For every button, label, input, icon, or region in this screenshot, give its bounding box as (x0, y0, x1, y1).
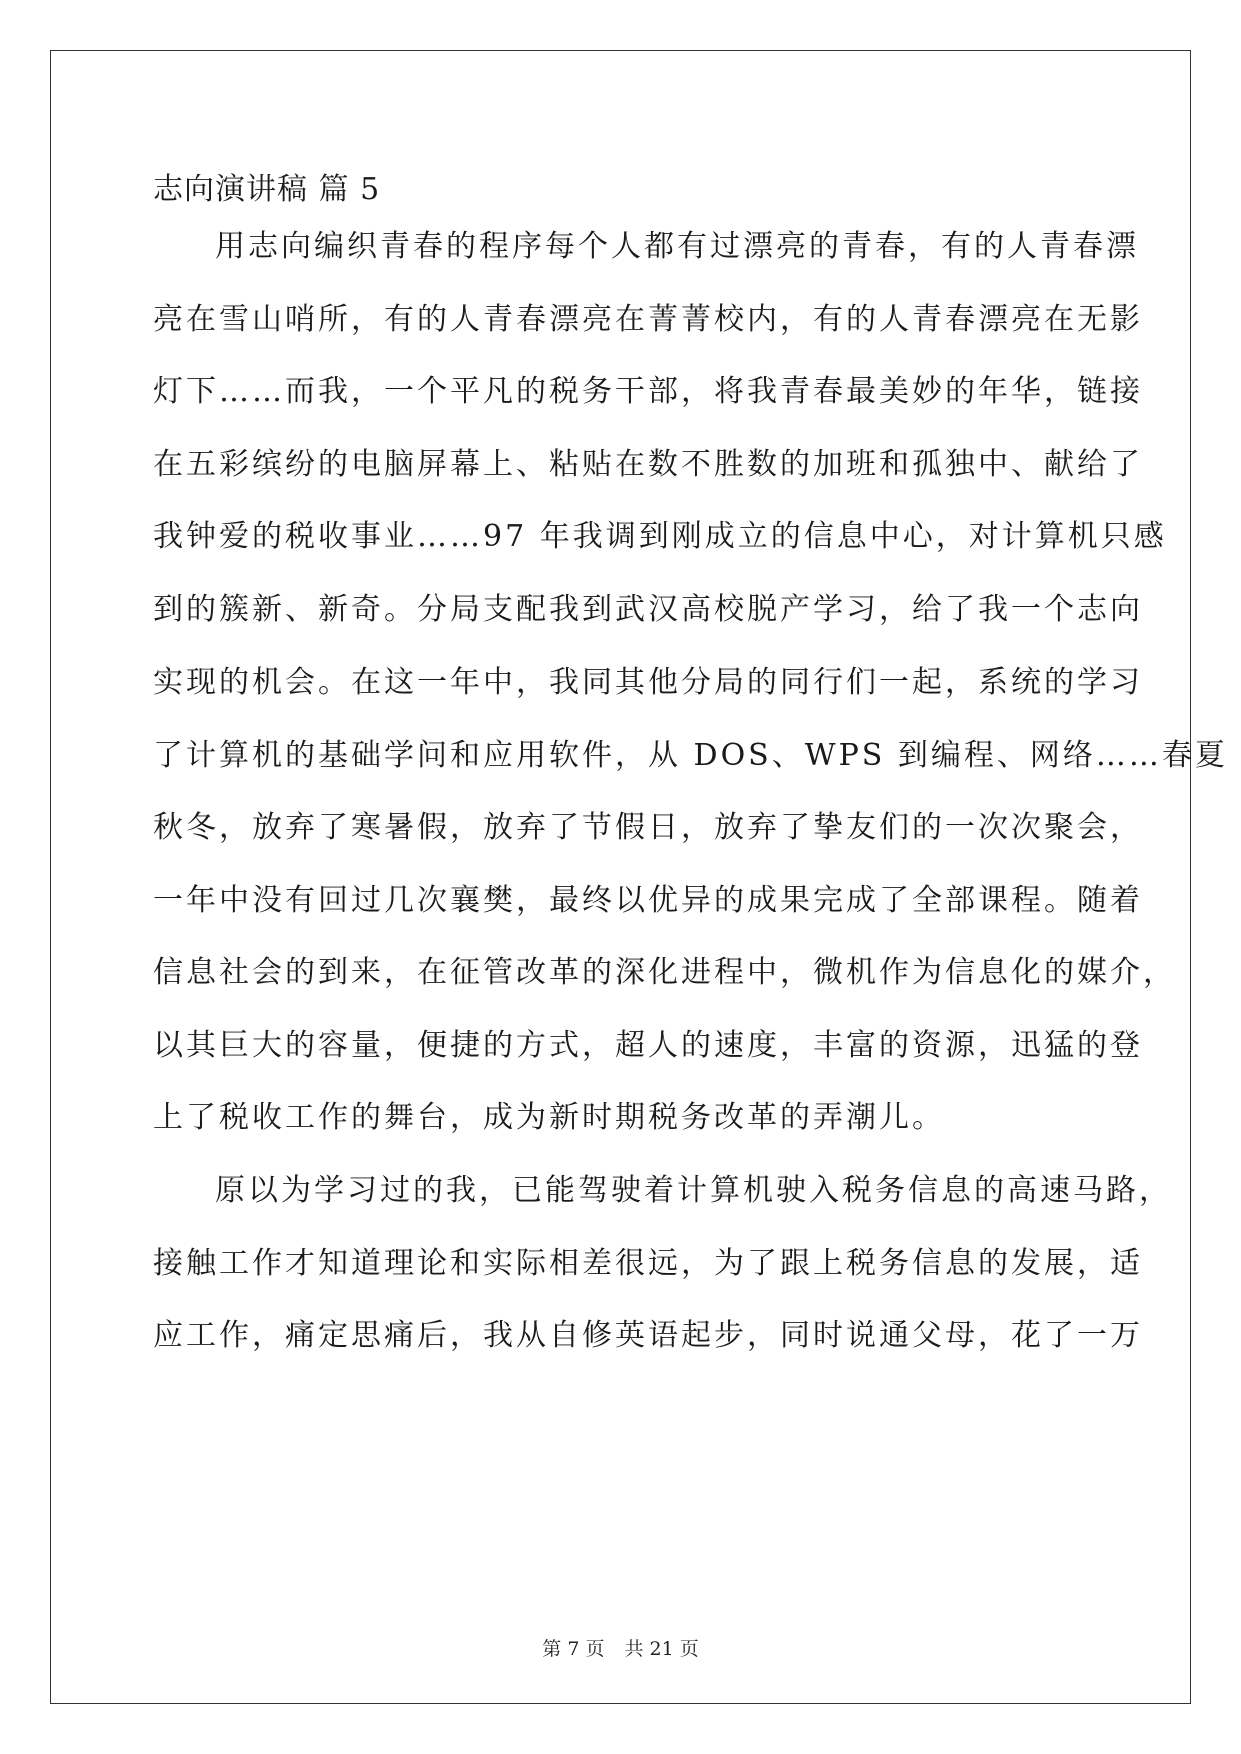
page-number: 第 7 页 (542, 1638, 605, 1660)
paragraph-1-line-10: 一年中没有回过几次襄樊，最终以优异的成果完成了全部课程。随着 (153, 883, 1143, 918)
paragraph-1-line-13: 上了税收工作的舞台，成为新时期税务改革的弄潮儿。 (153, 1100, 945, 1135)
paragraph-1-line-3: 灯下……而我，一个平凡的税务干部，将我青春最美妙的年华，链接 (153, 374, 1143, 409)
paragraph-1-line-6: 到的簇新、新奇。分局支配我到武汉高校脱产学习，给了我一个志向 (153, 592, 1143, 627)
document-title: 志向演讲稿 篇 5 (153, 172, 381, 207)
page-border (50, 50, 1191, 1704)
paragraph-2-line-2: 接触工作才知道理论和实际相差很远，为了跟上税务信息的发展，适 (153, 1246, 1143, 1281)
page-footer (0, 1637, 1241, 1661)
paragraph-1-line-11: 信息社会的到来，在征管改革的深化进程中，微机作为信息化的媒介， (153, 955, 1176, 990)
paragraph-1-line-4: 在五彩缤纷的电脑屏幕上、粘贴在数不胜数的加班和孤独中、献给了 (153, 447, 1143, 482)
paragraph-1-line-5: 我钟爱的税收事业……97 年我调到刚成立的信息中心，对计算机只感 (153, 519, 1167, 554)
page-total: 共 21 页 (624, 1638, 699, 1660)
paragraph-2-line-3: 应工作，痛定思痛后，我从自修英语起步，同时说通父母，花了一万 (153, 1318, 1143, 1353)
paragraph-1-line-2: 亮在雪山哨所，有的人青春漂亮在菁菁校内，有的人青春漂亮在无影 (153, 302, 1143, 337)
paragraph-1-line-8: 了计算机的基础学问和应用软件，从 DOS、WPS 到编程、网络……春夏 (153, 738, 1228, 773)
paragraph-1-line-1: 用志向编织青春的程序每个人都有过漂亮的青春，有的人青春漂 (215, 229, 1139, 264)
paragraph-1-line-7: 实现的机会。在这一年中，我同其他分局的同行们一起，系统的学习 (153, 665, 1143, 700)
paragraph-2-line-1: 原以为学习过的我，已能驾驶着计算机驶入税务信息的高速马路， (215, 1173, 1172, 1208)
paragraph-1-line-12: 以其巨大的容量，便捷的方式，超人的速度，丰富的资源，迅猛的登 (153, 1028, 1143, 1063)
paragraph-1-line-9: 秋冬，放弃了寒暑假，放弃了节假日，放弃了挚友们的一次次聚会， (153, 810, 1143, 845)
